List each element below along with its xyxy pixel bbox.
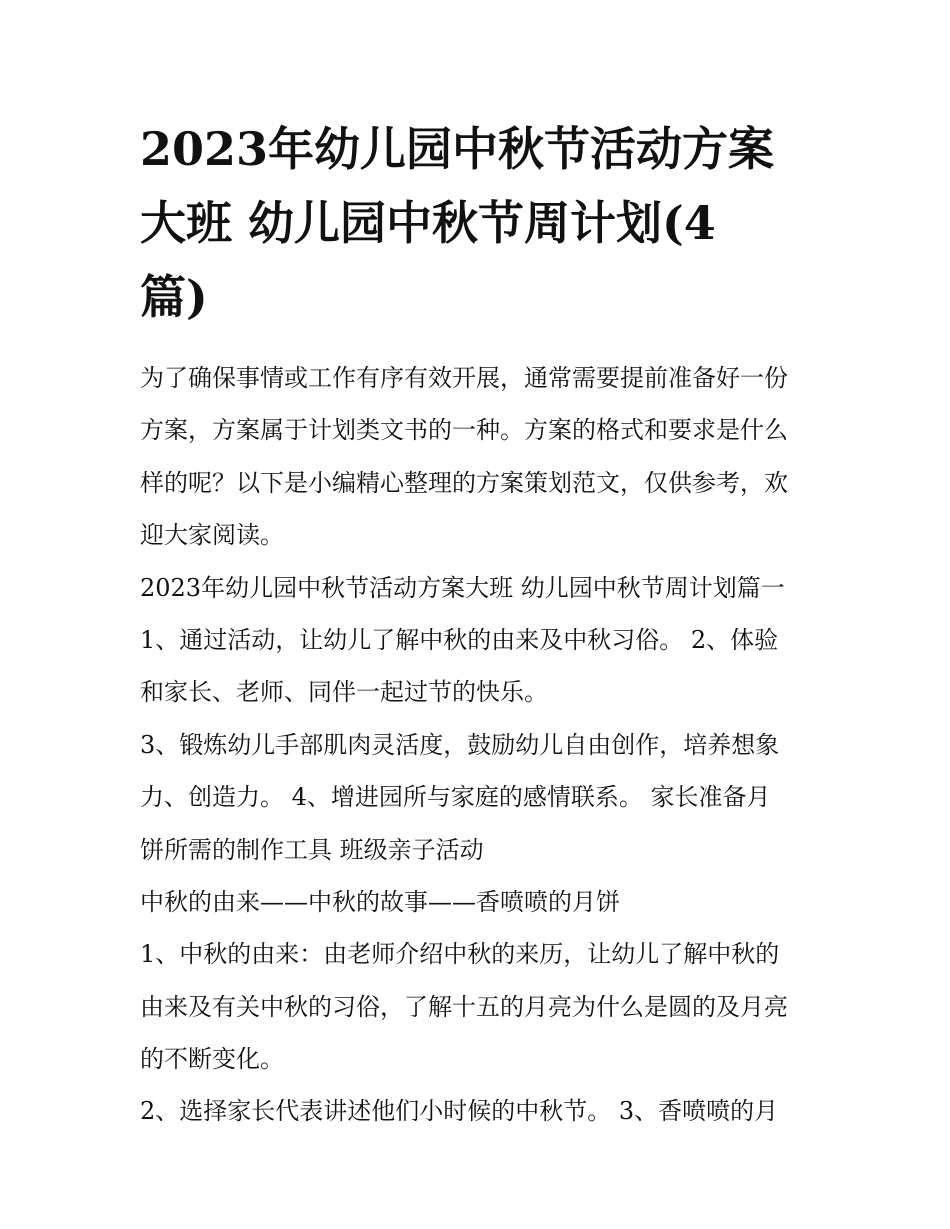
section-heading: 2023年幼儿园中秋节活动方案大班 幼儿园中秋节周计划篇一 <box>140 573 785 602</box>
title-line: 篇) <box>140 270 208 324</box>
paragraph-line: 中秋的由来——中秋的故事——香喷喷的月饼 <box>140 887 620 916</box>
paragraph-line: 饼所需的制作工具 班级亲子活动 <box>140 835 484 864</box>
intro-line: 为了确保事情或工作有序有效开展，通常需要提前准备好一份 <box>140 364 788 392</box>
intro-line: 方案，方案属于计划类文书的一种。方案的格式和要求是什么 <box>140 416 788 445</box>
document-title <box>140 112 820 334</box>
title-line: 大班 幼儿园中秋节周计划(4 <box>140 196 716 250</box>
document-body <box>140 352 830 1138</box>
intro-line: 样的呢？以下是小编精心整理的方案策划范文，仅供参考，欢 <box>140 468 788 497</box>
paragraph-line: 2、选择家长代表讲述他们小时候的中秋节。 3、香喷喷的月 <box>140 1097 779 1126</box>
paragraph-line: 的不断变化。 <box>140 1045 284 1074</box>
paragraph-line: 和家长、老师、同伴一起过节的快乐。 <box>140 678 548 707</box>
intro-line: 迎大家阅读。 <box>140 521 284 550</box>
paragraph-line: 3、锻炼幼儿手部肌肉灵活度，鼓励幼儿自由创作，培养想象 <box>140 730 780 759</box>
paragraph-line: 1、中秋的由来：由老师介绍中秋的来历，让幼儿了解中秋的 <box>140 940 780 969</box>
title-line: 2023年幼儿园中秋节活动方案 <box>140 122 775 176</box>
paragraph-line: 1、通过活动，让幼儿了解中秋的由来及中秋习俗。 2、体验 <box>140 625 779 654</box>
paragraph-line: 由来及有关中秋的习俗，了解十五的月亮为什么是圆的及月亮 <box>140 992 788 1021</box>
paragraph-line: 力、创造力。 4、增进园所与家庭的感情联系。 家长准备月 <box>140 783 771 812</box>
